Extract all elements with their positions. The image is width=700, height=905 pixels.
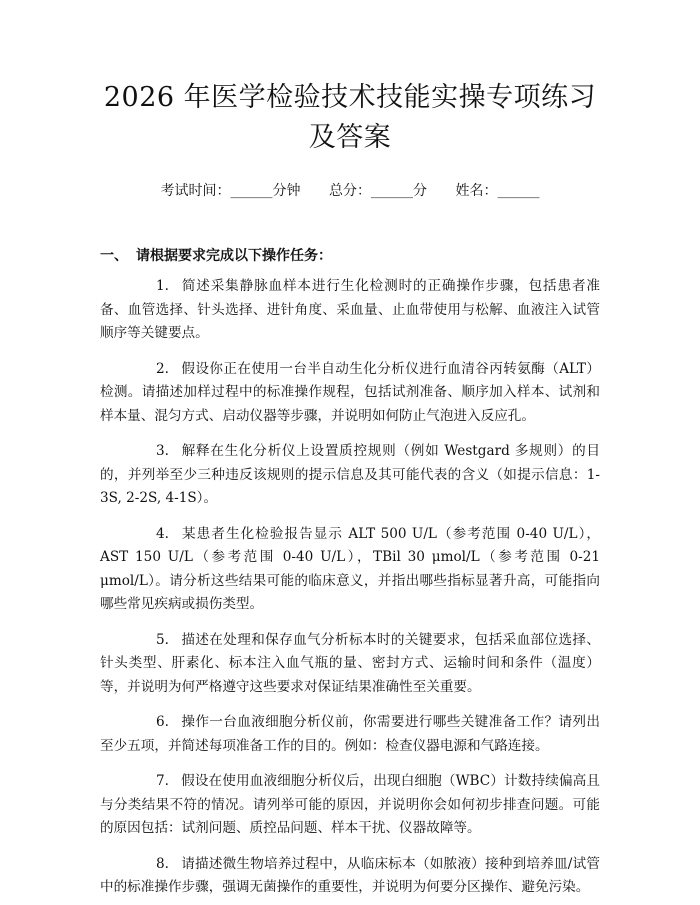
question-text: 请描述微生物培养过程中，从临床标本（如脓液）接种到培养皿/试管中的标准操作步骤，强调无菌操作的重要性，并说明为何要分区操作、避免污染。	[100, 855, 600, 895]
question-list	[100, 275, 600, 900]
question-text: 解释在生化分析仪上设置质控规则（例如 Westgard 多规则）的目的，并列举至少三种违反该规则的提示信息及其可能代表的含义（如提示信息：1-3S, 2-2S, 4-1S）。	[100, 443, 600, 506]
question-item	[100, 275, 600, 346]
question-item	[100, 358, 600, 429]
question-text: 操作一台血液细胞分析仪前，你需要进行哪些关键准备工作？请列出至少五项，并简述每项准备工作的目的。例如：检查仪器电源和气路连接。	[100, 714, 600, 754]
question-number: 8.	[156, 855, 169, 872]
question-number: 4.	[156, 525, 169, 542]
exam-time-field: 考试时间：______分钟	[160, 183, 301, 199]
question-item	[100, 629, 600, 700]
question-number: 2.	[156, 360, 169, 377]
question-item	[100, 440, 600, 511]
section-heading	[100, 245, 600, 267]
question-text: 简述采集静脉血样本进行生化检测时的正确操作步骤，包括患者准备、血管选择、针头选择、进针角度、采血量、止血带使用与松解、血液注入试管顺序等关键要点。	[100, 278, 600, 341]
question-item	[100, 853, 600, 900]
question-item	[100, 770, 600, 841]
question-number: 6.	[156, 714, 169, 730]
total-score-field: 总分：______分	[329, 183, 427, 199]
question-item	[100, 711, 600, 758]
question-text: 假设你正在使用一台半自动生化分析仪进行血清谷丙转氨酶（ALT）检测。请描述加样过程中的标准操作规程，包括试剂准备、顺序加入样本、试剂和样本量、混匀方式、启动仪器等步骤，并说明如何防止气泡进入反应孔。	[100, 360, 600, 424]
question-item	[100, 523, 600, 617]
question-number: 7.	[156, 773, 169, 789]
question-number: 3.	[156, 443, 169, 459]
question-text: 假设在使用血液细胞分析仪后，出现白细胞（WBC）计数持续偏高且与分类结果不符的情况。请列举可能的原因，并说明你会如何初步排查问题。可能的原因包括：试剂问题、质控品问题、样本干扰、仪器故障等。	[100, 773, 600, 836]
document-title: 2026 年医学检验技术技能实操专项练习及答案	[103, 82, 597, 153]
student-name-field: 姓名：______	[455, 183, 540, 199]
question-text: 描述在处理和保存血气分析标本时的关键要求，包括采血部位选择、针头类型、肝素化、标本注入血气瓶的量、密封方式、运输时间和条件（温度）等，并说明为何严格遵守这些要求对保证结果准确性至关重要。	[100, 631, 600, 695]
section-title: 请根据要求完成以下操作任务：	[136, 248, 332, 264]
section-number: 一、	[100, 248, 128, 264]
question-number: 1.	[156, 278, 169, 294]
exam-info	[100, 181, 600, 201]
question-number: 5.	[156, 631, 169, 648]
question-text: 某患者生化检验报告显示 ALT 500 U/L（参考范围 0-40 U/L），AST 150 U/L（参考范围 0-40 U/L），TBil 30 μmol/L（参考范围 0-21 μmol/L）。请分析这些结果可能的临床意义，并指出哪些指标显著升高，可能指向哪些常见疾病或损伤类型。	[100, 525, 600, 612]
